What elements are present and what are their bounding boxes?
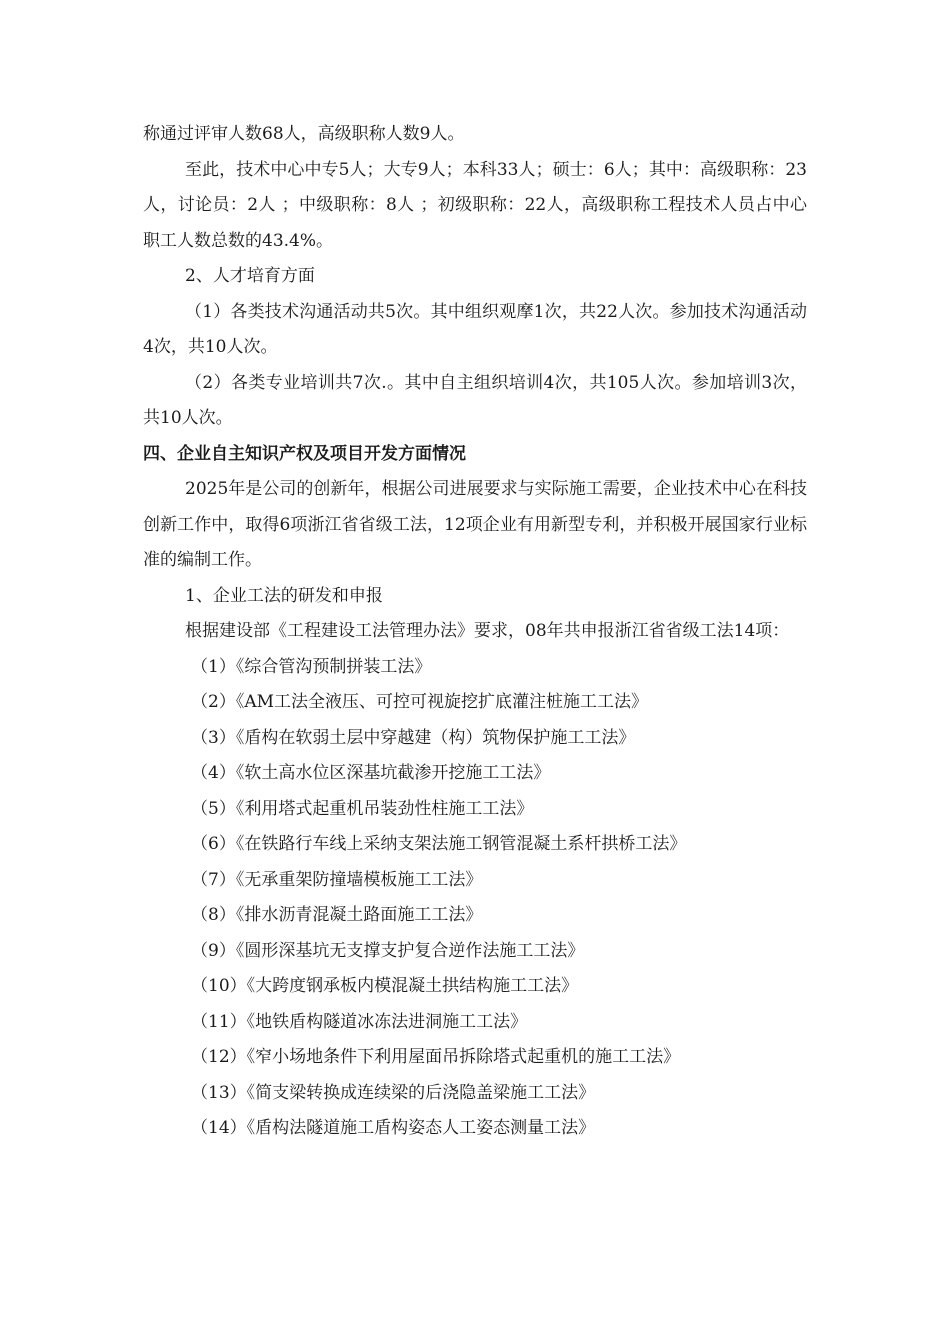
paragraph-staff-summary: 至此，技术中心中专5人；大专9人；本科33人；硕士：6人；其中：高级职称：23人，讨论员：2人 ；中级职称：8人 ；初级职称：22人，高级职称工程技术人员占中心职工人数总数的43.4%。 [143, 159, 807, 251]
list-item: （7）《无承重架防撞墙模板施工工法》 [191, 869, 483, 890]
subheading-talent-training: 2、人才培育方面 [185, 266, 315, 286]
list-item: （14）《盾构法隧道施工盾构姿态人工姿态测量工法》 [191, 1118, 596, 1138]
section-heading-ip: 四、企业自主知识产权及项目开发方面情况 [143, 443, 466, 464]
list-item: （6）《在铁路行车线上采纳支架法施工钢管混凝土系杆拱桥工法》 [191, 834, 687, 854]
paragraph-innovation-year: 2025年是公司的创新年，根据公司进展要求与实际施工需要，企业技术中心在科技创新工作中，取得6项浙江省省级工法，12项企业有用新型专利，并积极开展国家行业标准的编制工作。 [143, 479, 807, 570]
subheading-method-rnd: 1、企业工法的研发和申报 [185, 585, 383, 606]
list-item: （9）《圆形深基坑无支撑支护复合逆作法施工工法》 [191, 940, 585, 961]
list-item: （1）《综合管沟预制拼装工法》 [191, 656, 432, 677]
paragraph-professional-training: （2）各类专业培训共7次.。其中自主组织培训4次，共105人次。参加培训3次，共10人次。 [143, 372, 807, 428]
list-item: （13）《简支梁转换成连续梁的后浇隐盖梁施工工法》 [191, 1082, 596, 1103]
list-item: （5）《利用塔式起重机吊装劲性柱施工工法》 [191, 798, 534, 819]
paragraph-tech-exchange: （1）各类技术沟通活动共5次。其中组织观摩1次，共22人次。参加技术沟通活动4次，共10人次。 [143, 301, 807, 357]
list-item: （10）《大跨度钢承板内模混凝土拱结构施工工法》 [191, 976, 579, 996]
list-item: （8）《排水沥青混凝土路面施工工法》 [191, 905, 483, 925]
list-item: （12）《窄小场地条件下利用屋面吊拆除塔式起重机的施工工法》 [191, 1047, 681, 1067]
list-item: （3）《盾构在软弱土层中穿越建（构）筑物保护施工工法》 [191, 727, 636, 748]
paragraph-review-count: 称通过评审人数68人，高级职称人数9人。 [143, 124, 465, 144]
list-item: （2）《AM工法全液压、可控可视旋挖扩底灌注桩施工工法》 [191, 692, 648, 712]
paragraph-method-application: 根据建设部《工程建设工法管理办法》要求，08年共申报浙江省省级工法14项： [185, 621, 790, 641]
list-item: （11）《地铁盾构隧道冰冻法进洞施工工法》 [191, 1011, 528, 1032]
list-item: （4）《软土高水位区深基坑截渗开挖施工工法》 [191, 763, 551, 783]
document-body [143, 117, 807, 1147]
method-list [143, 650, 807, 1147]
